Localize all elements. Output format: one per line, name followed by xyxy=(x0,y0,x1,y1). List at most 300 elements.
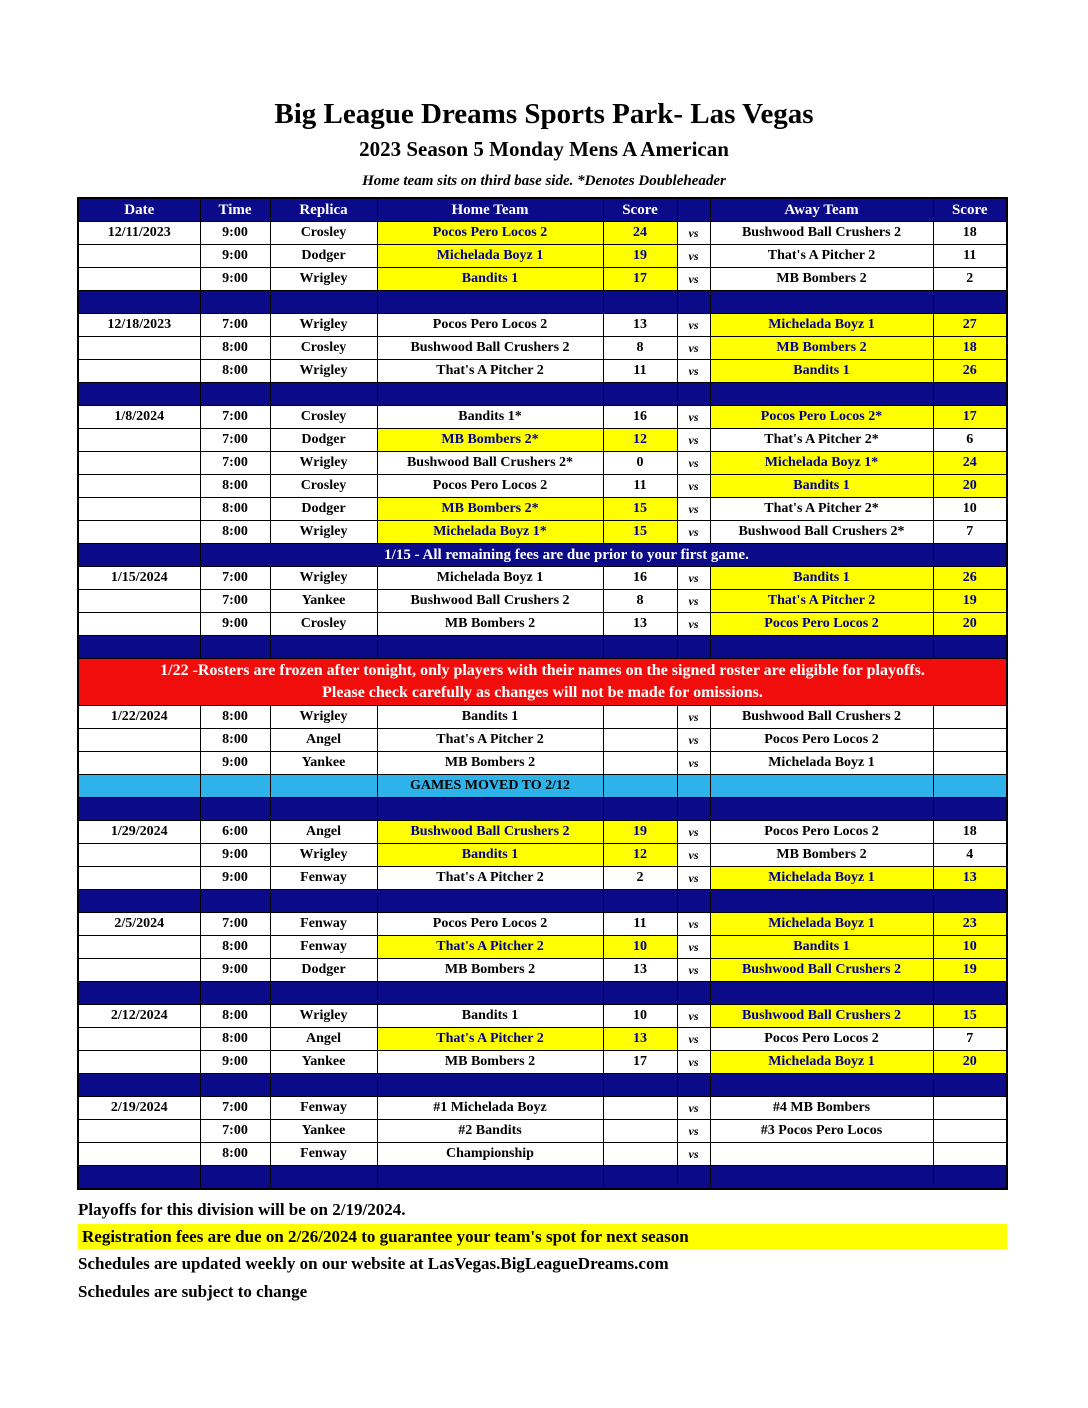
date-cell xyxy=(78,268,200,291)
time-cell: 7:00 xyxy=(200,1097,270,1120)
vs-label: vs xyxy=(677,268,710,291)
separator-cell xyxy=(200,636,270,659)
game-row xyxy=(78,1120,1007,1143)
game-row xyxy=(78,1051,1007,1074)
home-team-cell: Pocos Pero Locos 2 xyxy=(377,314,603,337)
home-team-cell: MB Bombers 2 xyxy=(377,752,603,775)
separator-cell xyxy=(78,982,200,1005)
home-team-cell: That's A Pitcher 2 xyxy=(377,936,603,959)
separator-cell xyxy=(677,383,710,406)
time-cell: 8:00 xyxy=(200,475,270,498)
home-team-cell: Pocos Pero Locos 2 xyxy=(377,913,603,936)
away-team-cell: Bandits 1 xyxy=(710,567,933,590)
game-row xyxy=(78,245,1007,268)
replica-cell: Fenway xyxy=(270,867,377,890)
separator-cell xyxy=(200,1074,270,1097)
away-score-cell: 20 xyxy=(933,613,1007,636)
replica-cell: Angel xyxy=(270,729,377,752)
replica-cell: Wrigley xyxy=(270,314,377,337)
replica-cell: Crosley xyxy=(270,613,377,636)
away-score-cell xyxy=(933,1120,1007,1143)
home-score-cell: 15 xyxy=(603,498,677,521)
time-cell: 7:00 xyxy=(200,567,270,590)
time-cell: 7:00 xyxy=(200,590,270,613)
home-score-cell: 12 xyxy=(603,844,677,867)
away-score-cell: 24 xyxy=(933,452,1007,475)
page-title: Big League Dreams Sports Park- Las Vegas xyxy=(274,98,814,130)
home-score-cell: 13 xyxy=(603,314,677,337)
game-row xyxy=(78,613,1007,636)
replica-cell: Angel xyxy=(270,821,377,844)
away-team-cell: Bushwood Ball Crushers 2 xyxy=(710,222,933,245)
home-score-cell: 19 xyxy=(603,245,677,268)
replica-cell: Wrigley xyxy=(270,268,377,291)
game-row xyxy=(78,268,1007,291)
vs-label: vs xyxy=(677,1097,710,1120)
date-cell: 12/18/2023 xyxy=(78,314,200,337)
home-score-cell: 8 xyxy=(603,337,677,360)
separator-cell xyxy=(78,798,200,821)
separator-cell xyxy=(200,1166,270,1190)
game-row xyxy=(78,521,1007,544)
replica-cell: Wrigley xyxy=(270,360,377,383)
date-cell xyxy=(78,429,200,452)
replica-cell: Yankee xyxy=(270,752,377,775)
date-cell: 2/19/2024 xyxy=(78,1097,200,1120)
home-team-cell: MB Bombers 2 xyxy=(377,613,603,636)
separator-row xyxy=(78,982,1007,1005)
home-score-cell: 16 xyxy=(603,406,677,429)
away-score-cell xyxy=(933,1143,1007,1166)
vs-label: vs xyxy=(677,1120,710,1143)
away-team-cell: That's A Pitcher 2* xyxy=(710,498,933,521)
date-cell xyxy=(78,498,200,521)
replica-cell: Dodger xyxy=(270,429,377,452)
time-cell: 9:00 xyxy=(200,752,270,775)
separator-cell xyxy=(270,383,377,406)
date-cell: 1/29/2024 xyxy=(78,821,200,844)
home-score-cell xyxy=(603,1097,677,1120)
away-score-cell: 20 xyxy=(933,475,1007,498)
vs-label: vs xyxy=(677,452,710,475)
away-team-cell: MB Bombers 2 xyxy=(710,268,933,291)
separator-cell xyxy=(377,636,603,659)
time-cell: 8:00 xyxy=(200,521,270,544)
separator-cell xyxy=(377,383,603,406)
home-team-cell: Bandits 1* xyxy=(377,406,603,429)
away-score-cell xyxy=(933,752,1007,775)
time-cell: 8:00 xyxy=(200,1143,270,1166)
separator-cell xyxy=(933,544,1007,567)
game-row xyxy=(78,1097,1007,1120)
separator-cell xyxy=(78,291,200,314)
replica-cell: Dodger xyxy=(270,498,377,521)
separator-cell xyxy=(710,1074,933,1097)
time-cell: 8:00 xyxy=(200,936,270,959)
away-score-cell xyxy=(933,706,1007,729)
home-score-cell: 15 xyxy=(603,521,677,544)
separator-cell xyxy=(78,1074,200,1097)
home-team-cell: Michelada Boyz 1 xyxy=(377,567,603,590)
home-score-cell: 11 xyxy=(603,913,677,936)
vs-label: vs xyxy=(677,245,710,268)
away-score-cell: 19 xyxy=(933,959,1007,982)
table-header-row xyxy=(78,198,1007,222)
separator-cell xyxy=(78,636,200,659)
home-score-cell: 24 xyxy=(603,222,677,245)
date-cell: 2/5/2024 xyxy=(78,913,200,936)
games-moved-cell xyxy=(200,775,270,798)
home-score-cell: 8 xyxy=(603,590,677,613)
separator-cell xyxy=(270,636,377,659)
header-away-score: Score xyxy=(933,198,1007,222)
away-team-cell: Michelada Boyz 1 xyxy=(710,867,933,890)
games-moved-cell xyxy=(933,775,1007,798)
home-score-cell xyxy=(603,706,677,729)
separator-cell xyxy=(603,1166,677,1190)
separator-cell xyxy=(270,890,377,913)
vs-label: vs xyxy=(677,567,710,590)
games-moved-cell xyxy=(78,775,200,798)
schedule-note: Home team sits on third base side. *Denotes Doubleheader xyxy=(362,173,726,189)
schedule-table xyxy=(77,197,1008,1190)
fees-banner-text: 1/15 - All remaining fees are due prior to your first game. xyxy=(200,544,933,567)
date-cell xyxy=(78,867,200,890)
separator-cell xyxy=(710,1166,933,1190)
games-moved-row xyxy=(78,775,1007,798)
time-cell: 7:00 xyxy=(200,1120,270,1143)
replica-cell: Fenway xyxy=(270,1097,377,1120)
away-score-cell xyxy=(933,1097,1007,1120)
separator-cell xyxy=(933,1166,1007,1190)
home-score-cell: 12 xyxy=(603,429,677,452)
date-cell xyxy=(78,590,200,613)
separator-row xyxy=(78,890,1007,913)
time-cell: 8:00 xyxy=(200,706,270,729)
separator-cell xyxy=(710,890,933,913)
game-row xyxy=(78,1143,1007,1166)
home-score-cell: 11 xyxy=(603,475,677,498)
separator-cell xyxy=(270,1074,377,1097)
game-row xyxy=(78,706,1007,729)
separator-cell xyxy=(677,1166,710,1190)
separator-cell xyxy=(78,1166,200,1190)
home-score-cell: 13 xyxy=(603,613,677,636)
vs-label: vs xyxy=(677,867,710,890)
website-note: Schedules are updated weekly on our website at LasVegas.BigLeagueDreams.com xyxy=(78,1254,669,1273)
game-row xyxy=(78,752,1007,775)
separator-cell xyxy=(710,291,933,314)
separator-cell xyxy=(200,291,270,314)
game-row xyxy=(78,222,1007,245)
separator-cell xyxy=(677,798,710,821)
away-score-cell: 7 xyxy=(933,521,1007,544)
home-team-cell: Pocos Pero Locos 2 xyxy=(377,475,603,498)
away-score-cell: 23 xyxy=(933,913,1007,936)
date-cell: 1/8/2024 xyxy=(78,406,200,429)
away-team-cell: #3 Pocos Pero Locos xyxy=(710,1120,933,1143)
game-row xyxy=(78,1028,1007,1051)
home-score-cell xyxy=(603,729,677,752)
game-row xyxy=(78,567,1007,590)
vs-label: vs xyxy=(677,1051,710,1074)
vs-label: vs xyxy=(677,337,710,360)
replica-cell: Crosley xyxy=(270,337,377,360)
date-cell xyxy=(78,1120,200,1143)
home-score-cell: 10 xyxy=(603,1005,677,1028)
home-team-cell: Bushwood Ball Crushers 2 xyxy=(377,821,603,844)
replica-cell: Crosley xyxy=(270,406,377,429)
vs-label: vs xyxy=(677,498,710,521)
replica-cell: Crosley xyxy=(270,222,377,245)
separator-cell xyxy=(603,1074,677,1097)
home-score-cell: 17 xyxy=(603,1051,677,1074)
separator-cell xyxy=(377,798,603,821)
date-cell xyxy=(78,752,200,775)
home-team-cell: Michelada Boyz 1 xyxy=(377,245,603,268)
home-team-cell: Bushwood Ball Crushers 2 xyxy=(377,590,603,613)
date-cell xyxy=(78,936,200,959)
separator-row xyxy=(78,636,1007,659)
separator-cell xyxy=(710,798,933,821)
separator-cell xyxy=(377,1166,603,1190)
replica-cell: Dodger xyxy=(270,245,377,268)
game-row xyxy=(78,867,1007,890)
date-cell xyxy=(78,521,200,544)
away-team-cell: Bushwood Ball Crushers 2 xyxy=(710,1005,933,1028)
vs-label: vs xyxy=(677,613,710,636)
replica-cell: Wrigley xyxy=(270,452,377,475)
replica-cell: Yankee xyxy=(270,1051,377,1074)
subject-note: Schedules are subject to change xyxy=(78,1282,308,1301)
away-score-cell xyxy=(933,729,1007,752)
vs-label: vs xyxy=(677,406,710,429)
vs-label: vs xyxy=(677,360,710,383)
header-home-score: Score xyxy=(603,198,677,222)
vs-label: vs xyxy=(677,729,710,752)
separator-row xyxy=(78,1074,1007,1097)
vs-label: vs xyxy=(677,1143,710,1166)
vs-label: vs xyxy=(677,706,710,729)
separator-cell xyxy=(933,890,1007,913)
game-row xyxy=(78,844,1007,867)
away-team-cell: That's A Pitcher 2* xyxy=(710,429,933,452)
vs-label: vs xyxy=(677,521,710,544)
home-score-cell: 13 xyxy=(603,959,677,982)
games-moved-cell xyxy=(677,775,710,798)
time-cell: 9:00 xyxy=(200,867,270,890)
replica-cell: Crosley xyxy=(270,475,377,498)
game-row xyxy=(78,498,1007,521)
game-row xyxy=(78,429,1007,452)
home-score-cell: 11 xyxy=(603,360,677,383)
separator-cell xyxy=(603,383,677,406)
separator-row xyxy=(78,1166,1007,1190)
separator-cell xyxy=(710,636,933,659)
away-team-cell: That's A Pitcher 2 xyxy=(710,590,933,613)
time-cell: 7:00 xyxy=(200,429,270,452)
separator-cell xyxy=(270,982,377,1005)
away-score-cell: 10 xyxy=(933,936,1007,959)
away-team-cell: Bushwood Ball Crushers 2 xyxy=(710,959,933,982)
separator-cell xyxy=(933,383,1007,406)
away-team-cell: Bushwood Ball Crushers 2 xyxy=(710,706,933,729)
game-row xyxy=(78,360,1007,383)
separator-row xyxy=(78,798,1007,821)
home-team-cell: Bandits 1 xyxy=(377,706,603,729)
away-score-cell: 7 xyxy=(933,1028,1007,1051)
date-cell xyxy=(78,360,200,383)
home-team-cell: Bushwood Ball Crushers 2 xyxy=(377,337,603,360)
away-score-cell: 11 xyxy=(933,245,1007,268)
date-cell xyxy=(78,1051,200,1074)
time-cell: 9:00 xyxy=(200,844,270,867)
home-team-cell: Bandits 1 xyxy=(377,1005,603,1028)
separator-row xyxy=(78,291,1007,314)
away-score-cell: 2 xyxy=(933,268,1007,291)
away-score-cell: 26 xyxy=(933,360,1007,383)
away-team-cell: Pocos Pero Locos 2 xyxy=(710,613,933,636)
separator-cell xyxy=(603,890,677,913)
home-score-cell: 16 xyxy=(603,567,677,590)
date-cell: 2/12/2024 xyxy=(78,1005,200,1028)
separator-cell xyxy=(933,1074,1007,1097)
separator-cell xyxy=(933,982,1007,1005)
away-score-cell: 18 xyxy=(933,222,1007,245)
game-row xyxy=(78,936,1007,959)
time-cell: 7:00 xyxy=(200,314,270,337)
vs-label: vs xyxy=(677,1028,710,1051)
date-cell: 12/11/2023 xyxy=(78,222,200,245)
date-cell xyxy=(78,959,200,982)
separator-cell xyxy=(78,383,200,406)
home-score-cell: 19 xyxy=(603,821,677,844)
game-row xyxy=(78,959,1007,982)
vs-label: vs xyxy=(677,475,710,498)
roster-banner-row xyxy=(78,659,1007,706)
away-team-cell: Michelada Boyz 1 xyxy=(710,913,933,936)
home-score-cell xyxy=(603,1120,677,1143)
away-score-cell: 18 xyxy=(933,821,1007,844)
header-home-team: Home Team xyxy=(377,198,603,222)
away-score-cell: 27 xyxy=(933,314,1007,337)
separator-cell xyxy=(603,291,677,314)
game-row xyxy=(78,729,1007,752)
home-team-cell: Bandits 1 xyxy=(377,268,603,291)
home-score-cell: 10 xyxy=(603,936,677,959)
replica-cell: Wrigley xyxy=(270,706,377,729)
vs-label: vs xyxy=(677,1005,710,1028)
time-cell: 8:00 xyxy=(200,729,270,752)
time-cell: 7:00 xyxy=(200,913,270,936)
away-team-cell: #4 MB Bombers xyxy=(710,1097,933,1120)
home-score-cell: 13 xyxy=(603,1028,677,1051)
date-cell: 1/22/2024 xyxy=(78,706,200,729)
game-row xyxy=(78,590,1007,613)
separator-cell xyxy=(603,982,677,1005)
separator-cell xyxy=(78,544,200,567)
vs-label: vs xyxy=(677,844,710,867)
game-row xyxy=(78,913,1007,936)
date-cell xyxy=(78,475,200,498)
separator-cell xyxy=(710,982,933,1005)
away-score-cell: 10 xyxy=(933,498,1007,521)
header-time: Time xyxy=(200,198,270,222)
separator-cell xyxy=(710,383,933,406)
home-team-cell: #2 Bandits xyxy=(377,1120,603,1143)
home-team-cell: MB Bombers 2* xyxy=(377,498,603,521)
vs-label: vs xyxy=(677,959,710,982)
home-team-cell: That's A Pitcher 2 xyxy=(377,729,603,752)
away-team-cell: Pocos Pero Locos 2 xyxy=(710,729,933,752)
separator-cell xyxy=(377,982,603,1005)
time-cell: 9:00 xyxy=(200,1051,270,1074)
replica-cell: Wrigley xyxy=(270,521,377,544)
away-score-cell: 18 xyxy=(933,337,1007,360)
time-cell: 8:00 xyxy=(200,337,270,360)
time-cell: 8:00 xyxy=(200,498,270,521)
away-team-cell: MB Bombers 2 xyxy=(710,844,933,867)
separator-cell xyxy=(200,798,270,821)
away-team-cell: Michelada Boyz 1* xyxy=(710,452,933,475)
home-team-cell: #1 Michelada Boyz xyxy=(377,1097,603,1120)
replica-cell: Fenway xyxy=(270,913,377,936)
header-date: Date xyxy=(78,198,200,222)
away-team-cell: MB Bombers 2 xyxy=(710,337,933,360)
away-team-cell: Michelada Boyz 1 xyxy=(710,752,933,775)
replica-cell: Wrigley xyxy=(270,567,377,590)
game-row xyxy=(78,314,1007,337)
separator-cell xyxy=(200,890,270,913)
away-score-cell: 15 xyxy=(933,1005,1007,1028)
vs-label: vs xyxy=(677,821,710,844)
header-replica: Replica xyxy=(270,198,377,222)
replica-cell: Yankee xyxy=(270,1120,377,1143)
vs-label: vs xyxy=(677,752,710,775)
home-score-cell: 2 xyxy=(603,867,677,890)
away-score-cell: 19 xyxy=(933,590,1007,613)
home-team-cell: Bushwood Ball Crushers 2* xyxy=(377,452,603,475)
vs-label: vs xyxy=(677,590,710,613)
away-team-cell: Bushwood Ball Crushers 2* xyxy=(710,521,933,544)
replica-cell: Fenway xyxy=(270,1143,377,1166)
separator-cell xyxy=(270,291,377,314)
away-team-cell: Bandits 1 xyxy=(710,936,933,959)
separator-cell xyxy=(603,636,677,659)
game-row xyxy=(78,337,1007,360)
separator-cell xyxy=(377,890,603,913)
replica-cell: Wrigley xyxy=(270,844,377,867)
game-row xyxy=(78,452,1007,475)
time-cell: 7:00 xyxy=(200,406,270,429)
away-score-cell: 4 xyxy=(933,844,1007,867)
away-team-cell: Bandits 1 xyxy=(710,360,933,383)
home-team-cell: MB Bombers 2 xyxy=(377,959,603,982)
separator-cell xyxy=(677,636,710,659)
time-cell: 9:00 xyxy=(200,222,270,245)
game-row xyxy=(78,1005,1007,1028)
vs-label: vs xyxy=(677,429,710,452)
roster-banner-line: 1/22 -Rosters are frozen after tonight, only players with their names on the signed roster are eligible for playoffs. xyxy=(160,662,925,679)
home-team-cell: Michelada Boyz 1* xyxy=(377,521,603,544)
separator-cell xyxy=(377,291,603,314)
time-cell: 8:00 xyxy=(200,360,270,383)
away-team-cell: Michelada Boyz 1 xyxy=(710,314,933,337)
away-team-cell: Pocos Pero Locos 2 xyxy=(710,821,933,844)
replica-cell: Fenway xyxy=(270,936,377,959)
date-cell xyxy=(78,729,200,752)
away-score-cell: 26 xyxy=(933,567,1007,590)
